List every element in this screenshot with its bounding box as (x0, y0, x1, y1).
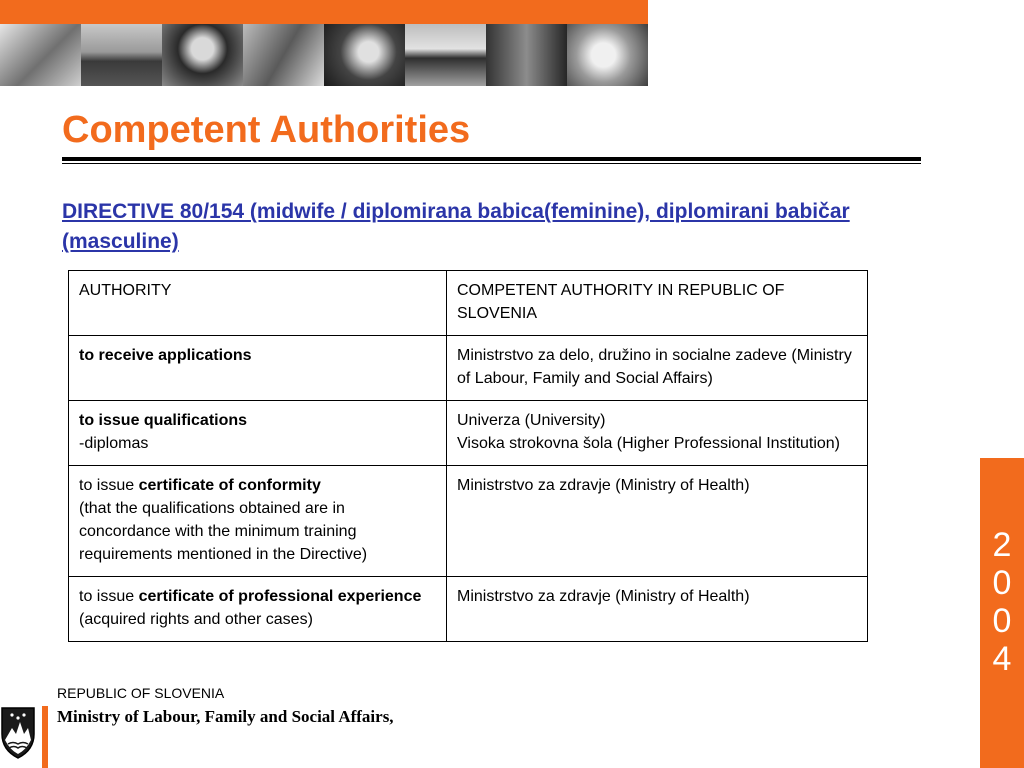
competent-line: Univerza (University) (457, 412, 606, 429)
footer-ministry: Ministry of Labour, Family and Social Affairs, (57, 707, 394, 726)
header-authority: AUTHORITY (69, 271, 447, 336)
header-competent-authority: COMPETENT AUTHORITY IN REPUBLIC OF SLOVENIA (447, 271, 868, 336)
authority-cell (69, 466, 447, 577)
authority-detail: -diplomas (79, 435, 149, 452)
table-row (69, 466, 868, 577)
competent-cell (447, 577, 868, 642)
authority-prefix: to issue (79, 477, 139, 494)
page-title: Competent Authorities (62, 109, 471, 151)
year-digit: 4 (992, 640, 1012, 678)
title-divider (62, 157, 921, 161)
photo-woman-smoking (162, 24, 243, 86)
competent-line: Ministrstvo za delo, družino in socialne zadeve (Ministry of Labour, Family and Social Affairs) (457, 347, 852, 387)
title-divider-thin (62, 163, 921, 164)
year-digit: 0 (992, 602, 1012, 640)
header-accent-bar (0, 0, 648, 24)
footer-accent-bar (42, 706, 48, 768)
competent-line: Visoka strokovna šola (Higher Professional Institution) (457, 435, 840, 452)
competent-cell (447, 466, 868, 577)
directive-heading[interactable]: DIRECTIVE 80/154 (midwife / diplomirana babica(feminine), diplomirani babičar (masculine) (62, 200, 850, 253)
authority-detail: (acquired rights and other cases) (79, 611, 313, 628)
header-photo-strip (0, 24, 648, 86)
table-row (69, 401, 868, 466)
year-digit: 0 (992, 564, 1012, 602)
competent-line: Ministrstvo za zdravje (Ministry of Health) (457, 588, 750, 605)
table-row (69, 336, 868, 401)
authority-bold: to receive applications (79, 347, 252, 364)
photo-people (405, 24, 486, 86)
photo-woman-phone (324, 24, 405, 86)
authority-detail: (that the qualifications obtained are in concordance with the minimum training requirements mentioned in the Directive) (79, 500, 368, 563)
authority-cell (69, 336, 447, 401)
authority-prefix: to issue (79, 588, 139, 605)
photo-helicopter (486, 24, 567, 86)
year-digit: 2 (992, 526, 1012, 564)
authority-cell (69, 577, 447, 642)
coat-of-arms-icon (0, 700, 36, 764)
photo-landscape (81, 24, 162, 86)
photo-businessman (0, 24, 81, 86)
year-sidebar (980, 458, 1024, 768)
authority-bold: to issue qualifications (79, 412, 248, 429)
table-header-row (69, 271, 868, 336)
authority-bold: certificate of conformity (138, 477, 321, 494)
photo-woman-smiling (567, 24, 648, 86)
photo-family (243, 24, 324, 86)
competent-cell (447, 336, 868, 401)
competent-line: Ministrstvo za zdravje (Ministry of Health) (457, 477, 750, 494)
footer-republic: REPUBLIC OF SLOVENIA (57, 685, 225, 701)
authorities-table (68, 270, 868, 642)
authority-cell (69, 401, 447, 466)
competent-cell (447, 401, 868, 466)
table-row (69, 577, 868, 642)
authority-bold: certificate of professional experience (138, 588, 422, 605)
